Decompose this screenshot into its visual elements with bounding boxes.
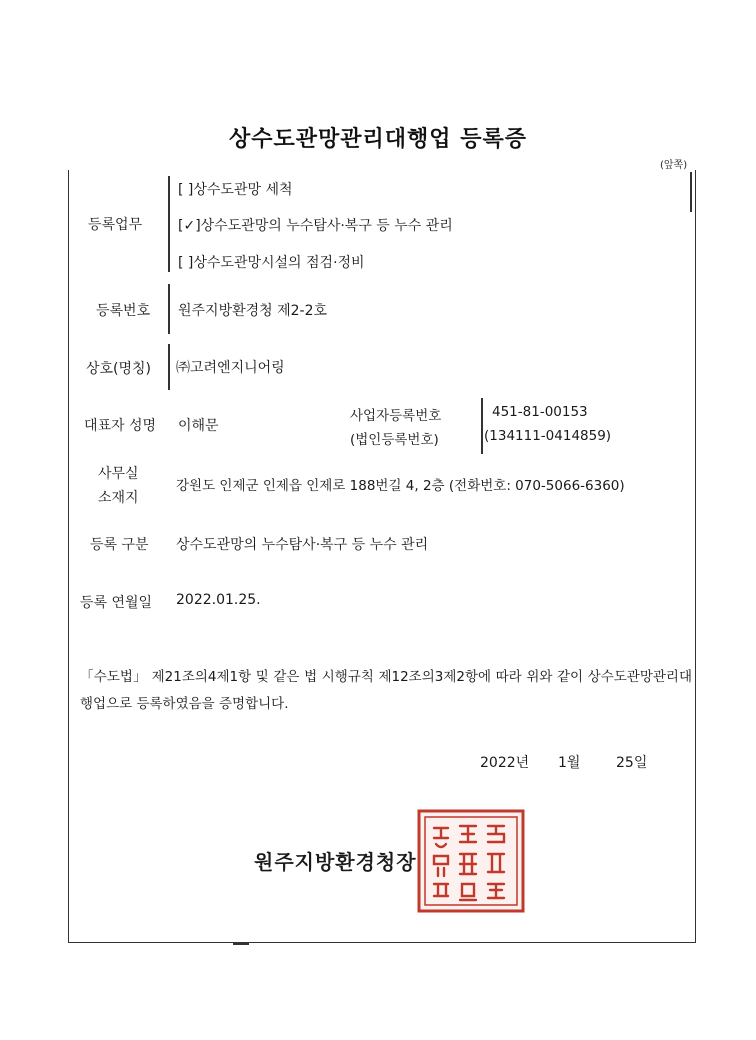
front-side-label: (앞쪽) [660,160,688,171]
scope-option-text: 상수도관망의 누수탐사·복구 등 누수 관리 [200,218,453,234]
scope-option-washing [178,179,293,199]
certification-text: 「수도법」 제21조의4제1항 및 같은 법 시행규칙 제12조의3제2항에 따라 위와 같이 상수도관망관리대행업으로 등록하였음을 증명합니다. [80,669,692,712]
business-scope-label: 등록업무 [88,217,143,233]
label-divider [168,176,170,272]
representative-value: 이해문 [178,418,219,434]
corp-number-label: (법인등록번호) [350,432,439,448]
official-seal-icon [416,808,526,914]
document-title: 상수도관망관리대행업 등록증 [229,127,527,152]
company-name-value: ㈜고려엔지니어링 [176,360,285,376]
company-name-label: 상호(명칭) [86,361,152,377]
scope-checkbox: [ ] [178,182,194,198]
issue-day: 25일 [616,755,648,771]
biz-number-label: 사업자등록번호 [350,408,442,424]
scope-option-inspection [178,252,365,272]
registration-number-value: 원주지방환경청 제2-2호 [178,303,328,319]
scope-checkbox: [ ] [178,255,194,271]
scope-checkbox-checked: [✓] [178,218,201,234]
registration-date-label: 등록 연월일 [80,595,153,611]
id-divider [481,398,483,454]
issuer-name: 원주지방환경청장 [254,850,417,874]
issue-year: 2022년 [480,755,530,771]
registration-number-label: 등록번호 [96,303,151,319]
scope-option-text: 상수도관망 세척 [193,182,293,198]
form-frame [68,170,696,943]
office-label-line2: 소재지 [98,490,139,506]
frame-edge-mark [690,172,692,212]
label-divider [168,284,170,334]
registration-type-value: 상수도관망의 누수탐사·복구 등 누수 관리 [176,537,429,553]
biz-number-value: 451-81-00153 [492,404,588,420]
issue-month: 1월 [558,755,581,771]
footer-mark [233,942,249,945]
office-label-line1: 사무실 [98,466,139,482]
registration-date-value: 2022.01.25. [176,592,261,608]
representative-label: 대표자 성명 [84,418,157,434]
scope-option-leak-management [178,215,453,235]
label-divider [168,344,170,390]
registration-type-label: 등록 구분 [90,537,149,553]
scope-option-text: 상수도관망시설의 점검·정비 [193,255,365,271]
office-address-value: 강원도 인제군 인제읍 인제로 188번길 4, 2층 (전화번호: 070-5066-6360) [176,478,625,494]
corp-number-value: (134111-0414859) [484,428,612,444]
